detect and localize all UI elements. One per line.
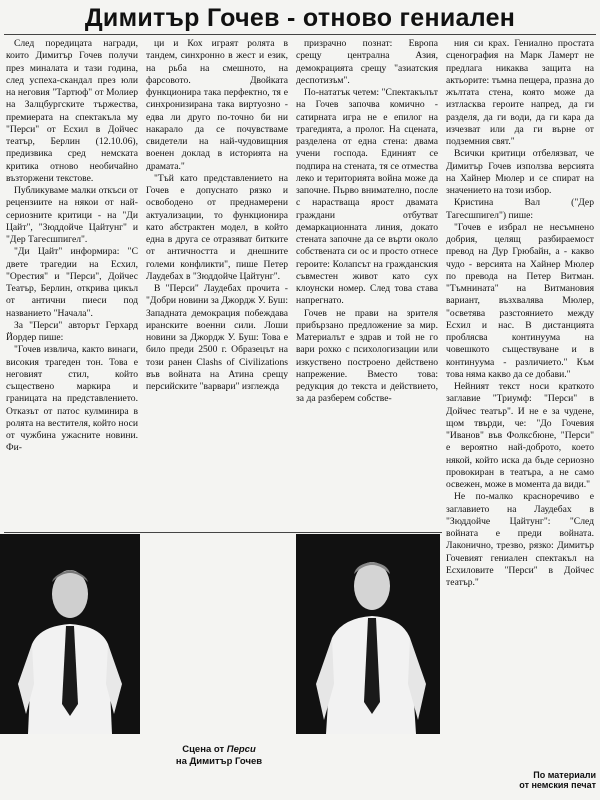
column-4 (446, 38, 594, 780)
column-3 (296, 38, 438, 530)
paragraph: Гочев не прави на зрителя прибързано предложение за мир. Материалът е здрав и той не го вари рохко с психологизации или изкуствено построено действено напрежение. Вместо това: редукция до текста и действието, за да разберем собстве- (296, 307, 438, 405)
photo-blank-area (142, 534, 294, 744)
paragraph: "Ди Цайт" информира: "С двете трагедии на Есхил, "Орестия" и "Перси", Дойчес Театър, Берлин, открива цикъл от антични пиеси под названието "Начала". (6, 246, 138, 319)
photo-rule (4, 532, 442, 533)
actor-figure-right (296, 534, 440, 734)
paragraph: "Гочев е избрал не несъмнено добрия, целящ разбираемост превод на Дур Грюбайн, а - какво чудо - версията на Хайнер Мюлер по превода на Петер Витман. "Тъмнината" на Витмановия вариант, възхвалява Мюлер, "осветява разстоянието между Есхил и нас. В дистанцията проблясва континуума на човешкото съществуване и в континуума - различието." Към това няма какво да се добави." (446, 221, 594, 380)
paragraph: ния си крах. Гениално простата сценография на Марк Ламерт не предлага никаква защита на актьорите: тъмна пещера, празна до жълтата стена, която може да изтласква героите напред, да ги разделя, да ги води, да ги кара да изчезват или да ги върне от подземния свят." (446, 38, 594, 147)
column-2 (146, 38, 288, 530)
caption-title: Перси (226, 744, 256, 755)
headline-rule (4, 34, 596, 35)
paragraph: По-нататък четем: "Спектакълът на Гочев започва комично - сатирната игра не е епилог на трагедията, а пролог. На сцената, разделена от една стена: двама учени господа. Единият се подпира на стената, тя се отмества леко и територията война може да започне. Първо внимателно, после с нарастваща ярост двамата граждани отбутват демаркационната линия, докато стената започне да се върти около собствената си ос и просто отнесе героите: Колапсът на гражданския съвместен живот като сух клоунски номер. След това става напрегнато. (296, 87, 438, 307)
scene-photo-right (296, 534, 440, 734)
paragraph: В "Перси" Лаудебах прочита - "Добри новини за Джордж У. Буш: Западната демокрация побеждава иранските военни сили. Лоши новини за Джордж У. Буш: Това е било преди 2500 г. Образецът на този ранен Clashs of Civilizations във войната на Атина срещу персийските "варвари" изглежда (146, 283, 288, 392)
source-credit (488, 770, 596, 790)
paragraph: ци и Кох играят ролята в тандем, синхронно в жест и език, на рьба на смешното, на фарсовото. Двойката функционира така перфектно, тя е синхронизирана така виртуозно - едва ли друго по-точно би ни накарало да се почувстваме свидетели на най-чудовищния военен доклад в историята на драмата." (146, 38, 288, 172)
paragraph: За "Перси" авторът Герхард Йордер пише: (6, 319, 138, 343)
paragraph: Кристина Вал ("Дер Тагесшпигел") пише: (446, 197, 594, 221)
caption-prefix: Сцена от (182, 744, 227, 755)
paragraph: Не по-малко красноречиво е заглавието на Лаудебах в "Зюддойче Цайтунг": "След войната е преди войната. Лаконично, трезво, рязко: Димитър Гочевият гениален спектакъл на Есхиловите "Перси" в Дойчес театър." (446, 491, 594, 588)
paragraph: призрачно познат: Европа срещу централна Азия, демокрацията срещу "азиатския деспотизъм". (296, 38, 438, 86)
headline: Димитър Гочев - отново гениален (84, 4, 516, 32)
paragraph: Всички критици отбелязват, че Димитър Гочев използва версията на Хайнер Мюлер и се спират на значението на този избор. (446, 148, 594, 196)
paragraph: Публикуваме малки откъси от рецензиите на някои от най-сериозните критици - на "Ди Цайт", "Зюддойче Цайтунг" и "Дер Тагесшпигел". (6, 185, 138, 245)
paragraph: "Гочев извлича, както винаги, високия трагеден тон. Това е неговият стил, който съществено маркира и границата на представлението. Отказът от патос кулминира в ролята на вестителя, който носи от чужбина ужасните новини. Фи- (6, 344, 138, 454)
photo-caption (146, 744, 292, 768)
credit-line1: По материали (533, 770, 596, 780)
credit-line2: от немския печат (519, 780, 596, 790)
column-1 (6, 38, 138, 530)
scene-photo-left (0, 534, 140, 734)
caption-line2: на Димитър Гочев (175, 756, 263, 767)
paragraph: Нейният текст носи краткото заглавие "Триумф: "Перси" в Дойчес театър". И не е за чудене, щом твърди, че: "До Гочевия "Иванов" във Фолксбюне, "Перси" е вероятно най-доброто, което някой, който иска да бъде сериозно провокиран в театъра, а не само освежен, може в момента да види." (446, 381, 594, 490)
actor-figure-left (0, 534, 140, 734)
paragraph: "Тъй като представлението на Гочев е допуснато рязко и освободено от преднамерени актуализации, то функционира като абстрактен модел, в който една в друга се отразяват битките от античността и днешните големи конфликти", пише Петер Лаудебах в "Зюддойче Цайтунг". (146, 172, 288, 282)
paragraph: След поредицата награди, които Димитър Гочев получи през миналата и тази година, след успеха-скандал през юли на неговия "Тартюф" от Молиер на Залцбургските тържества, премиерата на спектакъла му "Перси" от Есхил в Дойчес театър, Берлин (12.10.06), предизвика сред немската критика отново необичайно възторжени текстове. (6, 38, 138, 184)
